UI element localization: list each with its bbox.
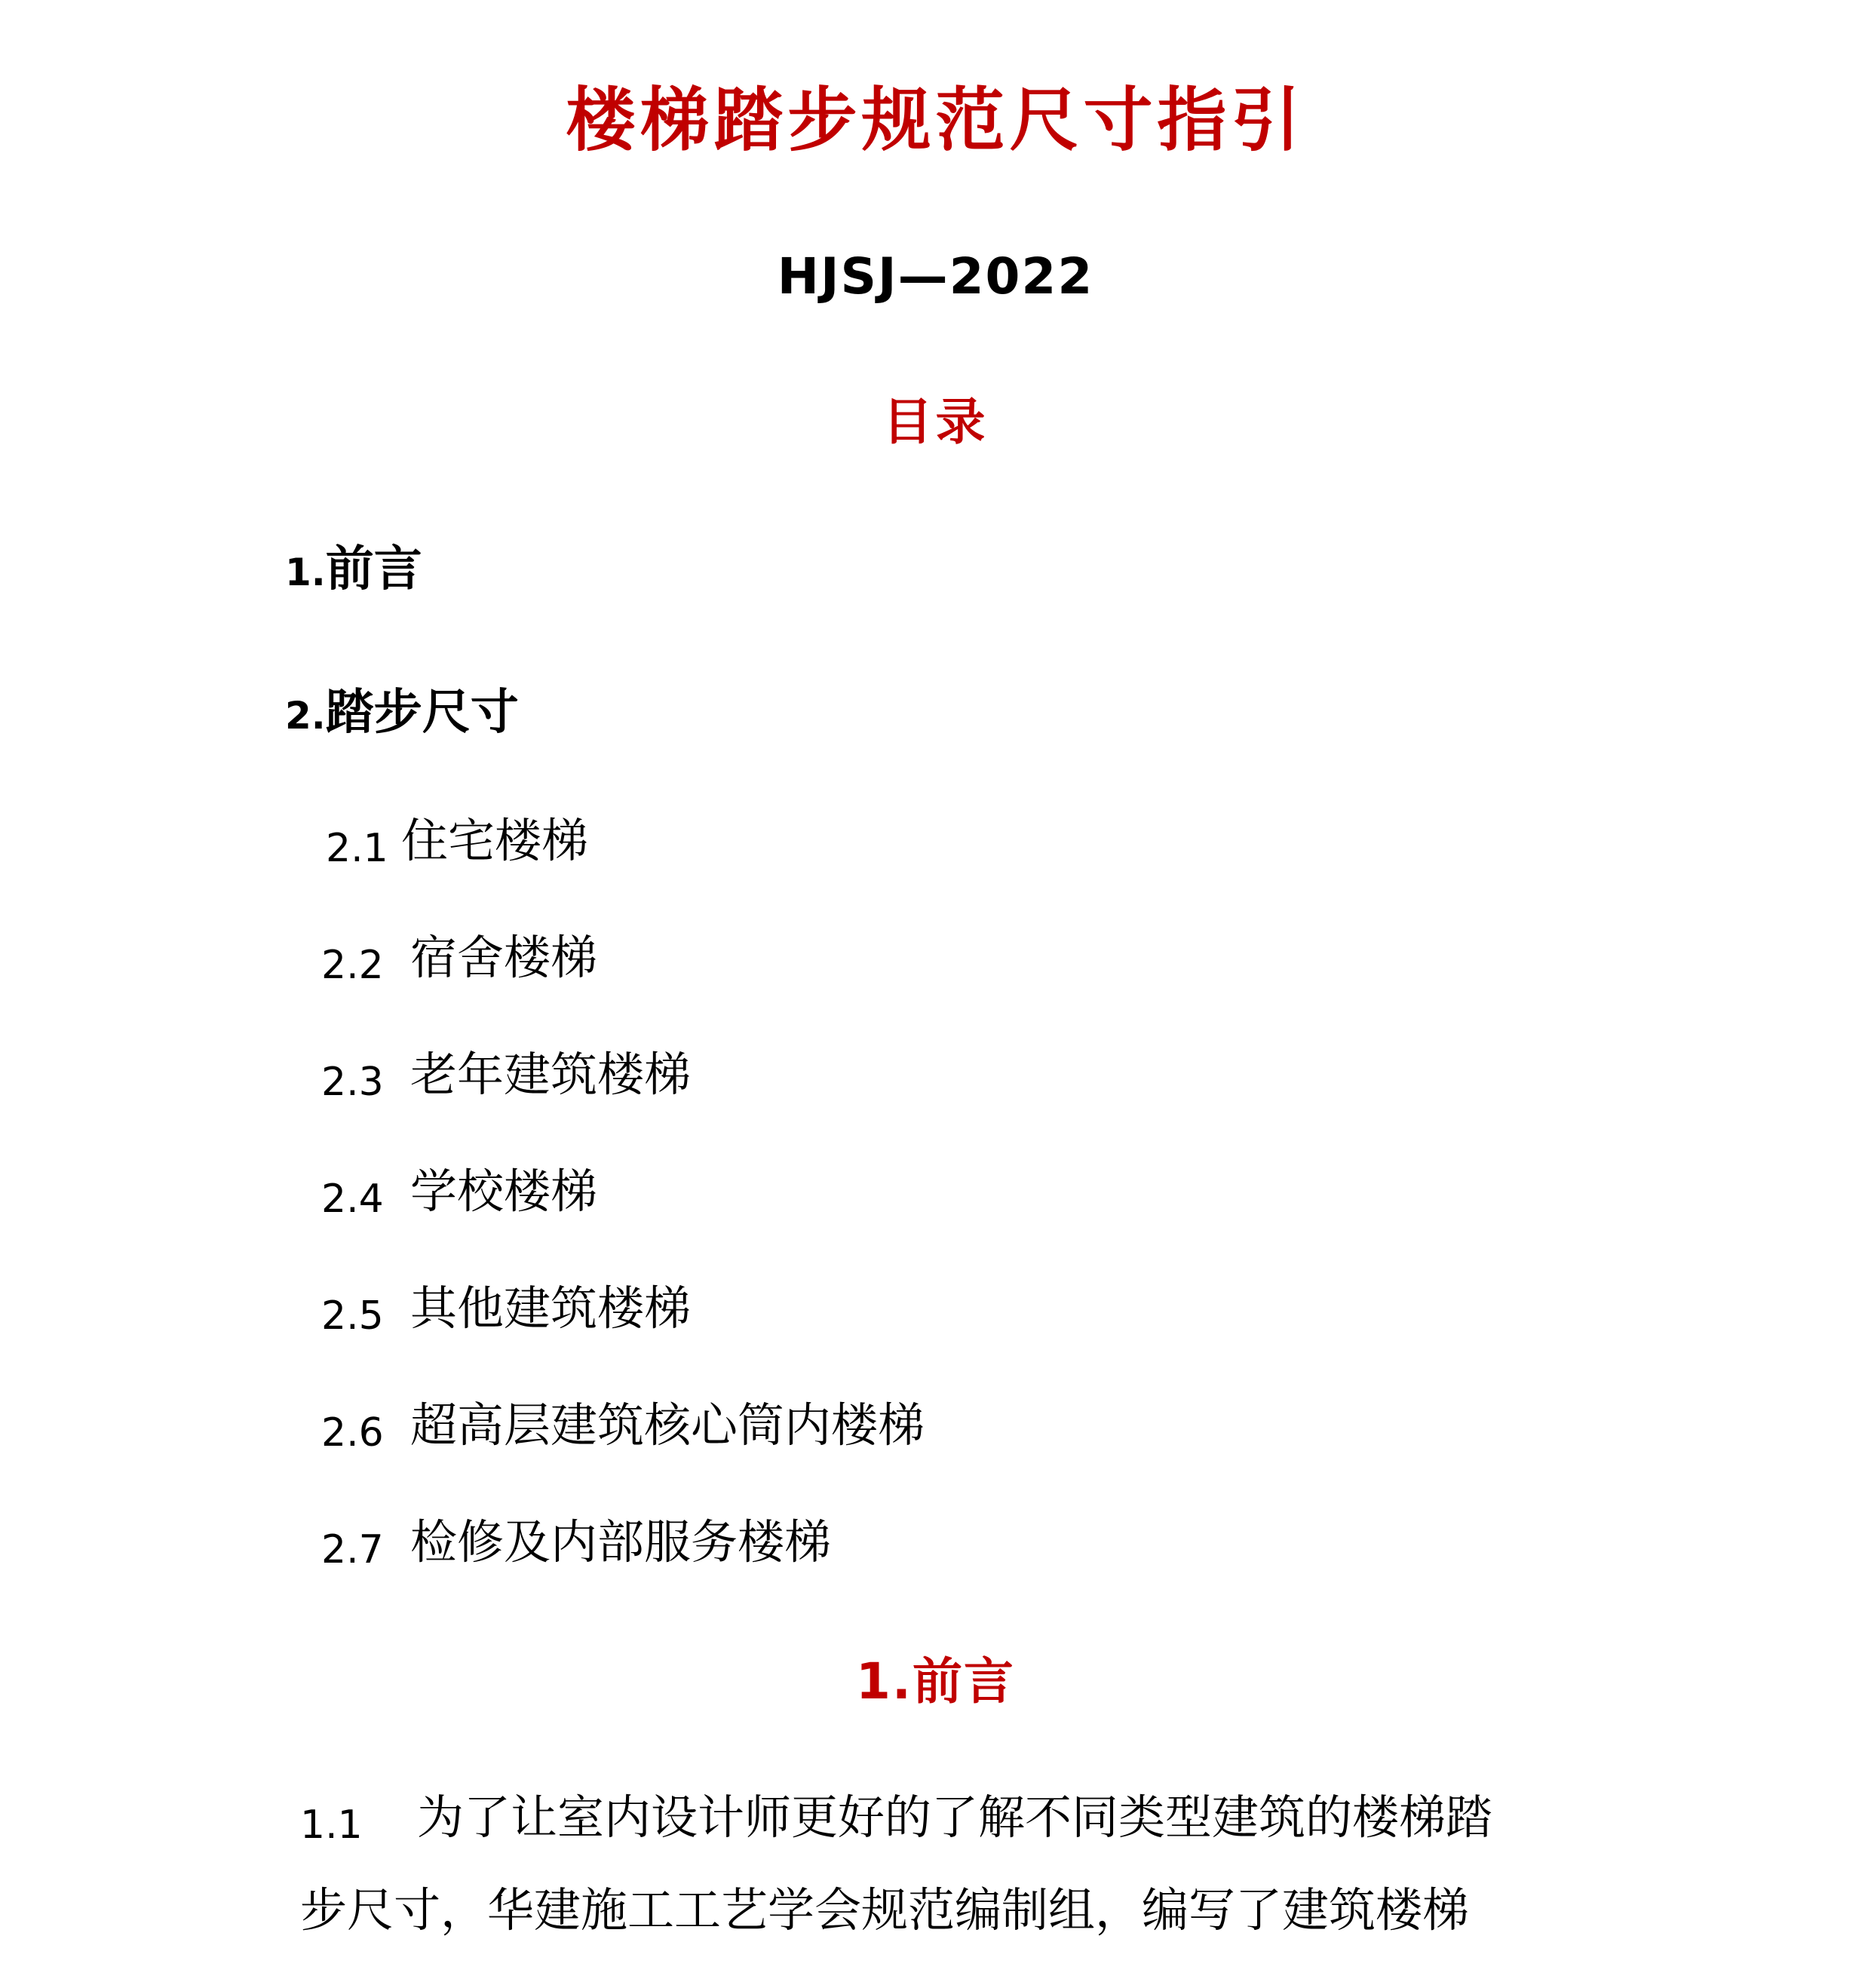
toc-subsection-label: 其他建筑楼梯 [410,1281,692,1336]
toc-subsection-number: 2.2 [321,943,384,988]
toc-subsection-label: 老年建筑楼梯 [410,1047,692,1102]
toc-subsection-number: 2.1 [326,826,388,871]
toc-section-number: 1. [285,551,326,594]
paragraph-number: 1.1 [300,1802,363,1848]
toc-section-label: 前言 [325,541,422,597]
toc-subsection-label: 宿舍楼梯 [410,930,598,985]
toc-subsection-number: 2.3 [321,1060,384,1105]
document-title: 楼梯踏步规范尺寸指引 [566,80,1305,161]
preface-heading: 1.前言 [856,1652,1015,1710]
toc-section-number: 2. [285,694,326,738]
toc-subsection-high-rise-core[interactable] [321,1391,925,1467]
toc-section-step-dimensions[interactable] [285,679,519,750]
preface-paragraph-line-2: 步尺寸，华建施工工艺学会规范编制组，编写了建筑楼梯 [300,1882,1470,1937]
toc-subsection-dormitory[interactable] [321,924,597,999]
toc-subsection-number: 2.4 [321,1177,384,1222]
toc-subsection-other[interactable] [321,1275,691,1350]
toc-subsection-label: 检修及内部服务楼梯 [410,1514,832,1569]
paragraph-text: 为了让室内设计师更好的了解不同类型建筑的楼梯踏 [417,1790,1493,1845]
preface-paragraph-line-1 [300,1784,1492,1859]
toc-subsection-label: 住宅楼梯 [401,813,589,868]
toc-subsection-service[interactable] [321,1508,831,1584]
toc-subsection-school[interactable] [321,1158,597,1233]
toc-heading: 目录 [882,393,989,451]
toc-subsection-number: 2.7 [321,1527,384,1572]
toc-subsection-number: 2.5 [321,1293,384,1339]
toc-subsection-label: 超高层建筑核心筒内楼梯 [410,1397,925,1453]
toc-subsection-label: 学校楼梯 [410,1164,598,1219]
toc-section-label: 踏步尺寸 [325,685,519,741]
toc-subsection-residential[interactable] [326,807,588,882]
toc-section-preface[interactable] [285,535,422,606]
document-code: HJSJ—2022 [777,247,1094,305]
toc-subsection-number: 2.6 [321,1410,384,1456]
toc-subsection-elderly[interactable] [321,1041,691,1116]
